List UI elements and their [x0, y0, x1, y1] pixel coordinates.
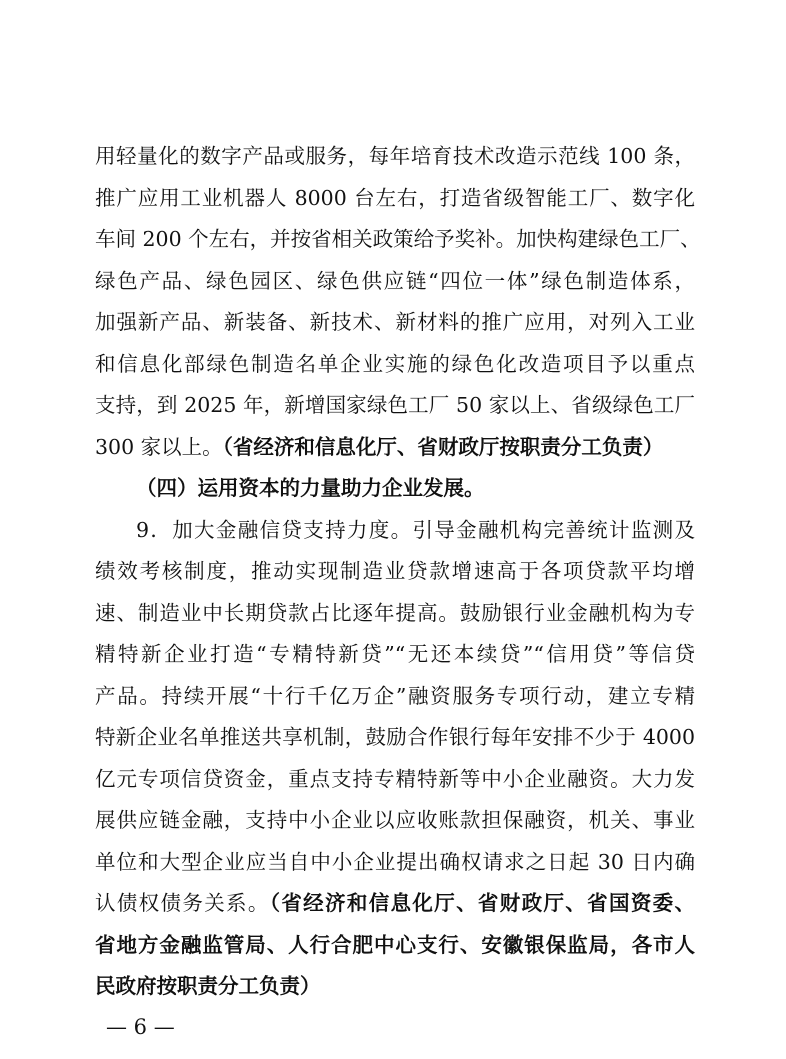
paragraph-line: 支持，到 2025 年，新增国家绿色工厂 50 家以上、省级绿色工厂 [95, 393, 695, 418]
section-heading: （四）运用资本的力量助力企业发展。 [136, 476, 485, 501]
paragraph-text: 认债权债务关系。 [95, 891, 270, 916]
paragraph-line: 展供应链金融，支持中小企业以应收账款担保融资，机关、事业 [95, 808, 695, 833]
paragraph-line: 速、制造业中长期贷款占比逐年提高。鼓励银行业金融机构为专 [95, 600, 695, 625]
page-number: — 6 — [106, 1015, 175, 1039]
paragraph-line: 单位和大型企业应当自中小企业提出确权请求之日起 30 日内确 [95, 849, 695, 874]
paragraph-line: 用轻量化的数字产品或服务，每年培育技术改造示范线 100 条， [95, 144, 695, 168]
paragraph-line: 和信息化部绿色制造名单企业实施的绿色化改造项目予以重点 [95, 351, 695, 376]
responsibility-note-line: 省地方金融监管局、人行合肥中心支行、安徽银保监局，各市人 [95, 932, 695, 957]
responsibility-note: （省经济和信息化厅、省财政厅、省国资委、 [269, 891, 696, 916]
responsibility-note: （省经济和信息化厅、省财政厅按职责分工负责） [222, 434, 664, 459]
paragraph-line: 特新企业名单推送共享机制，鼓励合作银行每年安排不少于 4000 [95, 725, 695, 750]
paragraph-line: 产品。持续开展“十行千亿万企”融资服务专项行动，建立专精 [95, 683, 695, 708]
paragraph-line: 9．加大金融信贷支持力度。引导金融机构完善统计监测及 [136, 517, 695, 542]
responsibility-note-line: 民政府按职责分工负责） [95, 974, 321, 999]
paragraph-line: 加强新产品、新装备、新技术、新材料的推广应用，对列入工业 [95, 310, 695, 335]
paragraph-line: 绩效考核制度，推动实现制造业贷款增速高于各项贷款平均增 [95, 559, 695, 584]
paragraph-line-responsibility [95, 883, 695, 925]
paragraph-line: 绿色产品、绿色园区、绿色供应链“四位一体”绿色制造体系， [95, 268, 695, 293]
paragraph-line-responsibility [95, 427, 695, 469]
paragraph-text: 300 家以上。 [95, 434, 223, 459]
paragraph-line: 车间 200 个左右，并按省相关政策给予奖补。加快构建绿色工厂、 [95, 227, 701, 252]
paragraph-line: 推广应用工业机器人 8000 台左右，打造省级智能工厂、数字化 [95, 185, 695, 210]
paragraph-line: 精特新企业打造“专精特新贷”“无还本续贷”“信用贷”等信贷 [95, 642, 695, 667]
paragraph-line: 亿元专项信贷资金，重点支持专精特新等中小企业融资。大力发 [95, 766, 695, 791]
